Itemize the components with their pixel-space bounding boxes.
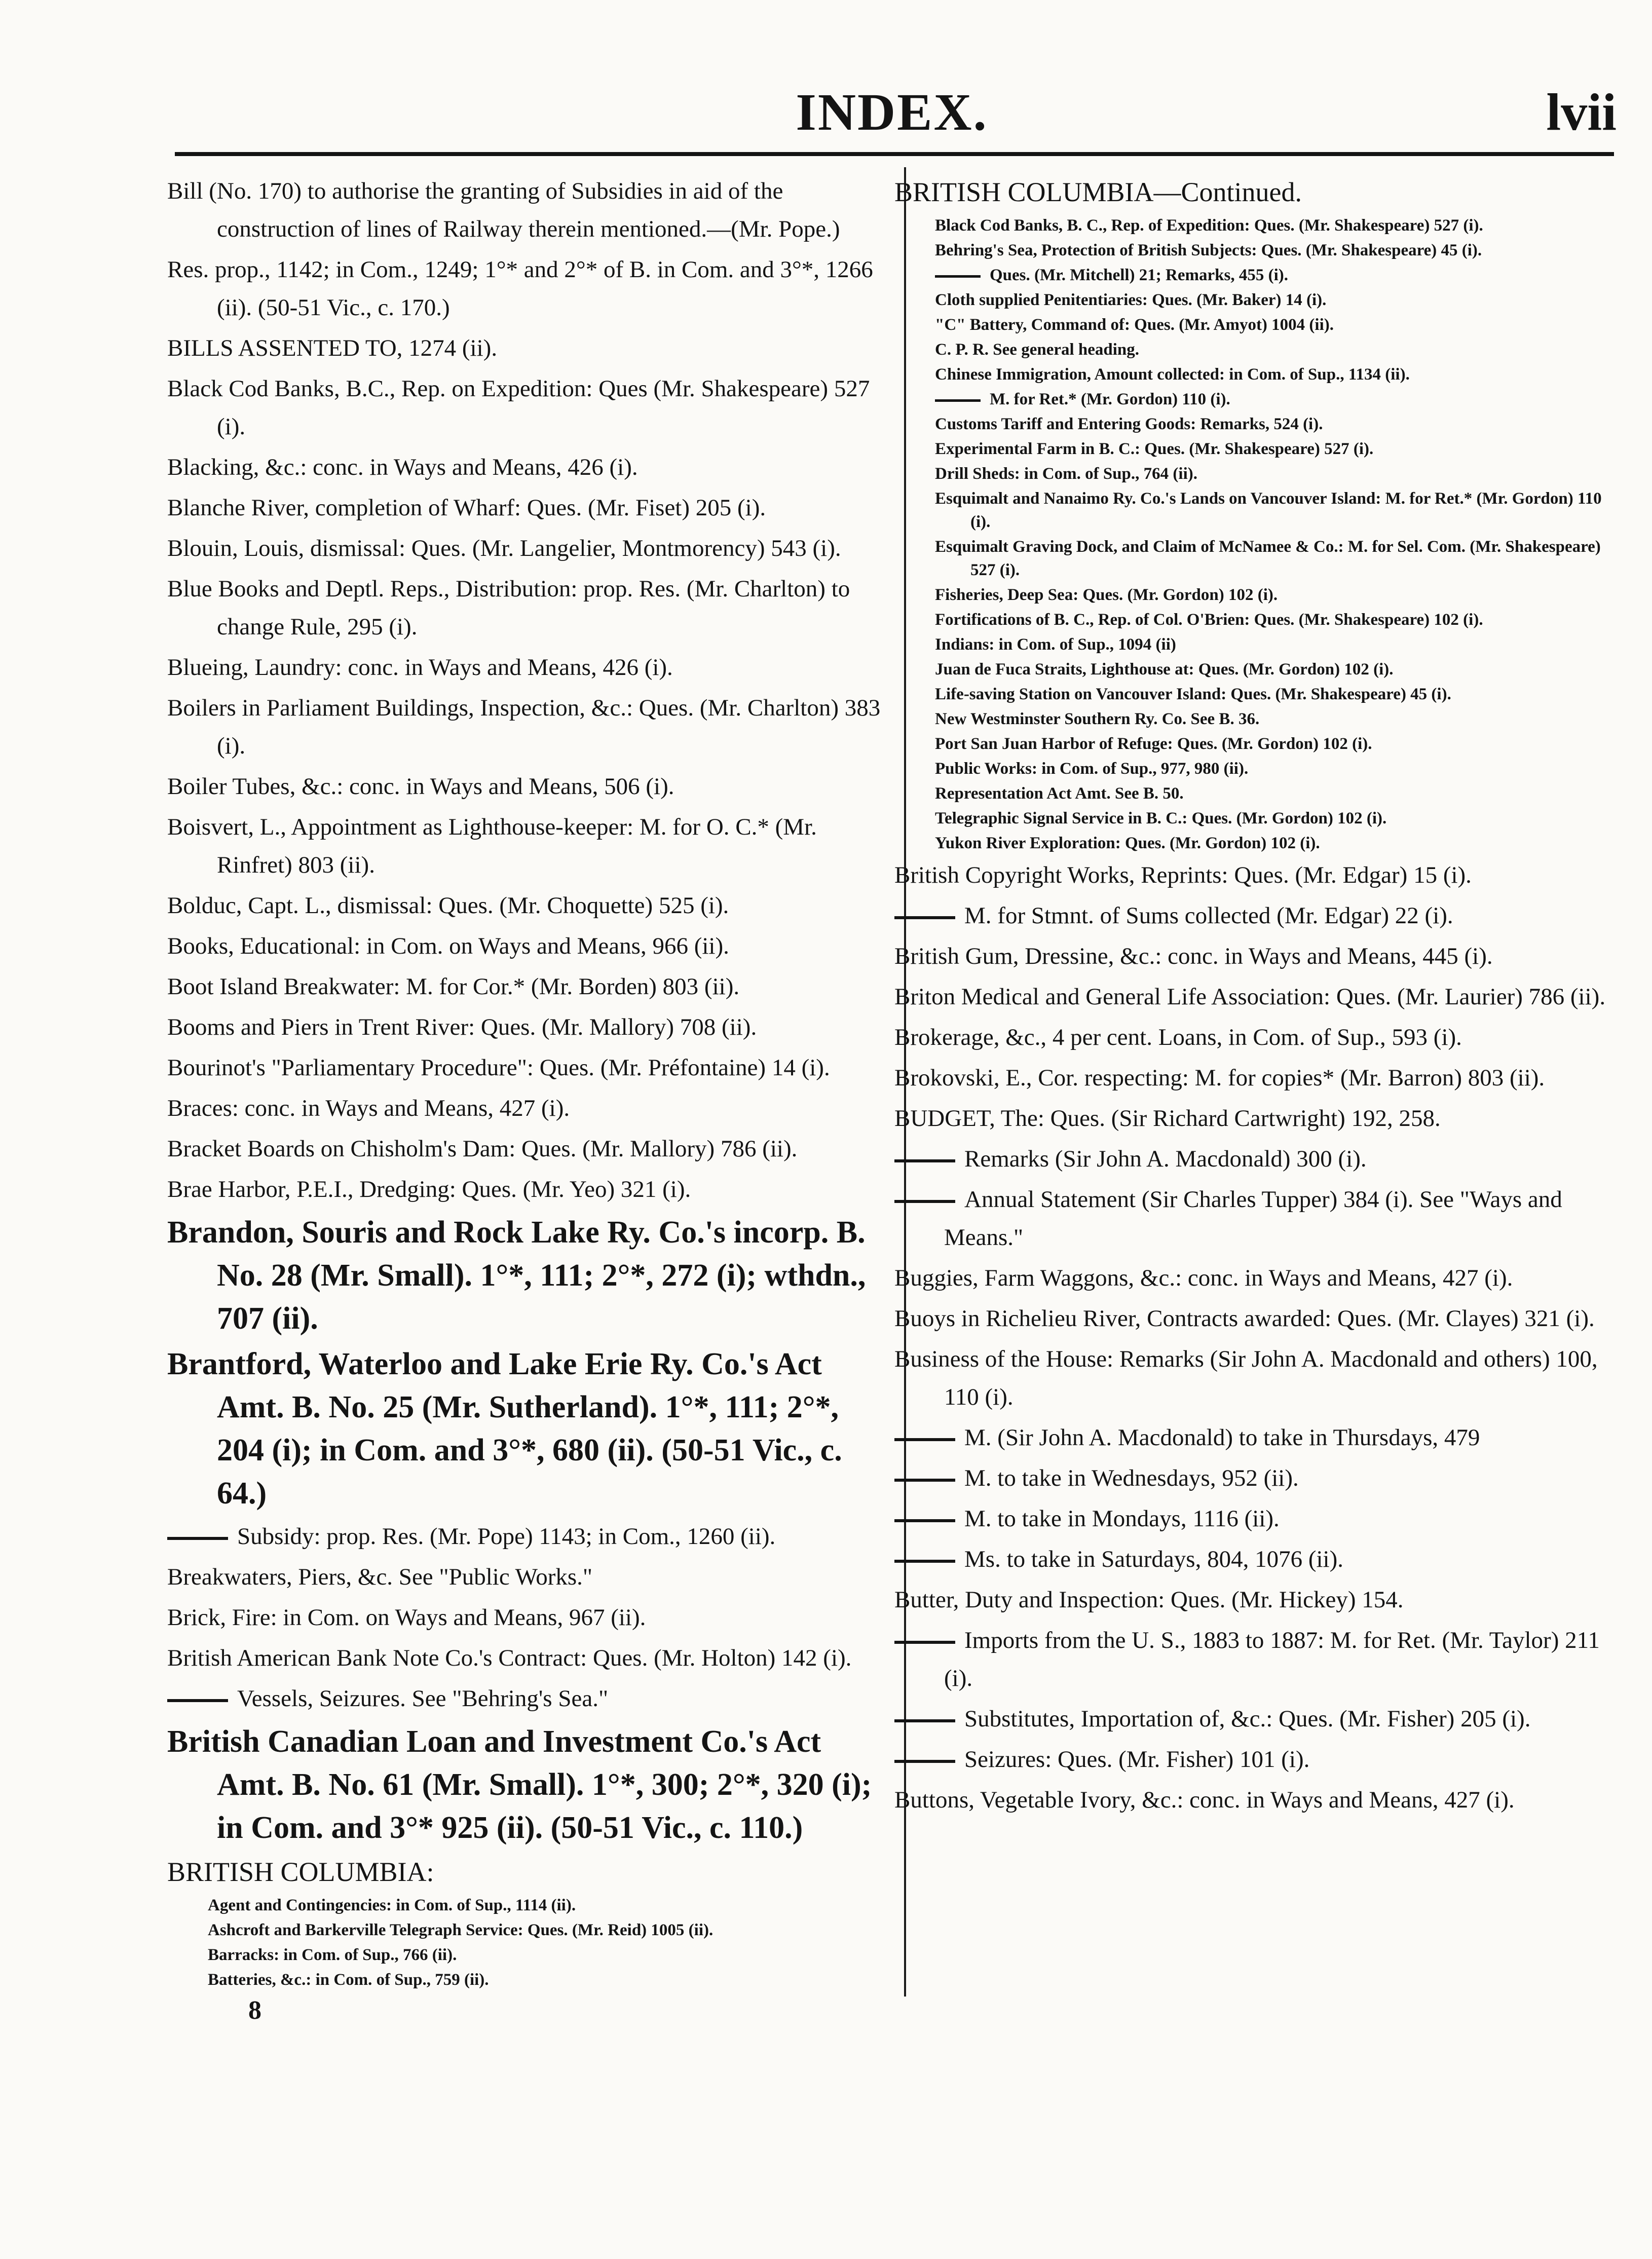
- entry-text: Fisheries, Deep Sea: Ques. (Mr. Gordon) 102 (i).: [935, 586, 1278, 604]
- entry-text: Ms. to take in Saturdays, 804, 1076 (ii).: [964, 1546, 1344, 1572]
- entry-text: Books, Educational: in Com. on Ways and Means, 966 (ii).: [167, 933, 729, 959]
- index-entry: [167, 172, 887, 248]
- index-entry: [167, 329, 887, 367]
- entry-text: M. to take in Wednesdays, 952 (ii).: [964, 1465, 1299, 1491]
- entry-text: Vessels, Seizures. See "Behring's Sea.": [237, 1685, 609, 1712]
- index-entry: [167, 1639, 887, 1677]
- index-entry: [167, 370, 887, 446]
- entry-text: BRITISH COLUMBIA—Continued.: [894, 177, 1302, 207]
- index-entry: [167, 1171, 887, 1209]
- repeat-dash: [935, 399, 981, 402]
- entry-text: Life-saving Station on Vancouver Island: Ques. (Mr. Shakespeare) 45 (i).: [935, 685, 1451, 703]
- entry-text: Black Cod Banks, B.C., Rep. on Expedition: Ques (Mr. Shakespeare) 527 (i).: [167, 375, 870, 440]
- entry-text: Brick, Fire: in Com. on Ways and Means, 967 (ii).: [167, 1604, 646, 1631]
- entry-text: Ques. (Mr. Mitchell) 21; Remarks, 455 (i).: [990, 266, 1288, 284]
- continued-entry: [894, 1700, 1619, 1738]
- index-entry: [167, 968, 887, 1006]
- entry-text: Esquimalt Graving Dock, and Claim of McNamee & Co.: M. for Sel. Com. (Mr. Shakespeare) 527 (i).: [935, 538, 1601, 579]
- sub-entry: [894, 388, 1619, 411]
- entry-text: Buoys in Richelieu River, Contracts awarded: Ques. (Mr. Clayes) 321 (i).: [894, 1305, 1595, 1332]
- index-entry: [167, 927, 887, 965]
- entry-text: Blue Books and Deptl. Reps., Distribution: prop. Res. (Mr. Charlton) to change Rule, 295 (i).: [167, 576, 850, 640]
- entry-text: Brae Harbor, P.E.I., Dredging: Ques. (Mr. Yeo) 321 (i).: [167, 1176, 691, 1202]
- entry-text: Remarks (Sir John A. Macdonald) 300 (i).: [964, 1146, 1367, 1172]
- entry-text: Bourinot's "Parliamentary Procedure": Ques. (Mr. Préfontaine) 14 (i).: [167, 1055, 830, 1081]
- entry-text: Briton Medical and General Life Association: Ques. (Mr. Laurier) 786 (ii).: [894, 984, 1606, 1010]
- repeat-dash: [167, 1699, 228, 1702]
- continued-entry: [894, 1741, 1619, 1779]
- entry-text: Boiler Tubes, &c.: conc. in Ways and Means, 506 (i).: [167, 773, 674, 800]
- page-title: INDEX.: [796, 83, 988, 141]
- continued-entry: [894, 1500, 1619, 1538]
- bill-entry: [167, 1720, 887, 1850]
- entry-text: M. for Ret.* (Mr. Gordon) 110 (i).: [990, 390, 1230, 408]
- entry-text: Bill (No. 170) to authorise the granting of Subsidies in aid of the construction of lines of Railway therein mentioned.—(Mr. Pope.): [167, 178, 840, 242]
- continued-entry: [167, 1680, 887, 1718]
- entry-text: Boilers in Parliament Buildings, Inspection, &c.: Ques. (Mr. Charlton) 383 (i).: [167, 695, 881, 759]
- entry-text: Blanche River, completion of Wharf: Ques. (Mr. Fiset) 205 (i).: [167, 495, 766, 521]
- right-column: [894, 172, 1619, 1822]
- index-entry: [167, 808, 887, 884]
- continued-entry: [167, 1518, 887, 1556]
- sub-entry: [167, 1894, 887, 1917]
- entry-text: C. P. R. See general heading.: [935, 341, 1140, 359]
- index-entry: [894, 1581, 1619, 1619]
- entry-text: Bolduc, Capt. L., dismissal: Ques. (Mr. Choquette) 525 (i).: [167, 892, 729, 919]
- entry-text: Black Cod Banks, B. C., Rep. of Expedition: Ques. (Mr. Shakespeare) 527 (i).: [935, 216, 1483, 235]
- index-entry: [894, 1059, 1619, 1097]
- entry-text: Blacking, &c.: conc. in Ways and Means, 426 (i).: [167, 454, 638, 480]
- entry-text: Subsidy: prop. Res. (Mr. Pope) 1143; in Com., 1260 (ii).: [237, 1523, 776, 1550]
- entry-text: Buttons, Vegetable Ivory, &c.: conc. in Ways and Means, 427 (i).: [894, 1787, 1515, 1813]
- index-entry: [894, 1300, 1619, 1338]
- sub-entry: [894, 683, 1619, 706]
- signature-mark: 8: [248, 1996, 261, 2025]
- sub-entry: [894, 487, 1619, 534]
- sub-entry: [894, 707, 1619, 731]
- header-rule: [175, 152, 1614, 156]
- continued-entry: [894, 1540, 1619, 1578]
- index-entry: [167, 1599, 887, 1637]
- entry-text: Port San Juan Harbor of Refuge: Ques. (Mr. Gordon) 102 (i).: [935, 735, 1372, 753]
- entry-text: Butter, Duty and Inspection: Ques. (Mr. Hickey) 154.: [894, 1587, 1404, 1613]
- entry-text: Blueing, Laundry: conc. in Ways and Means, 426 (i).: [167, 654, 673, 681]
- sub-entry: [894, 412, 1619, 436]
- entry-text: Boisvert, L., Appointment as Lighthouse-keeper: M. for O. C.* (Mr. Rinfret) 803 (ii).: [167, 814, 817, 878]
- entry-text: Yukon River Exploration: Ques. (Mr. Gordon) 102 (i).: [935, 834, 1320, 852]
- sub-entry: [894, 782, 1619, 805]
- repeat-dash: [167, 1537, 228, 1540]
- sub-entry: [894, 807, 1619, 830]
- sub-entry: [894, 832, 1619, 855]
- repeat-dash: [894, 1519, 955, 1522]
- sub-entry: [894, 462, 1619, 485]
- index-entry: [167, 570, 887, 646]
- repeat-dash: [894, 1438, 955, 1441]
- entry-text: Brantford, Waterloo and Lake Erie Ry. Co.'s Act Amt. B. No. 25 (Mr. Sutherland). 1°*, 111; 2°*, 204 (i); in Com. and 3°*, 680 (ii). (50-51 Vic., c. 64.): [167, 1347, 842, 1511]
- index-entry: [167, 689, 887, 765]
- index-entry: [167, 489, 887, 527]
- index-entry: [167, 887, 887, 925]
- sub-entry: [894, 757, 1619, 780]
- entry-text: Seizures: Ques. (Mr. Fisher) 101 (i).: [964, 1746, 1310, 1773]
- repeat-dash: [894, 1159, 955, 1162]
- repeat-dash: [894, 1560, 955, 1563]
- entry-text: Batteries, &c.: in Com. of Sup., 759 (ii).: [208, 1971, 489, 1989]
- running-head: [167, 76, 1617, 147]
- continued-entry: [894, 1181, 1619, 1257]
- entry-text: Brokovski, E., Cor. respecting: M. for copies* (Mr. Barron) 803 (ii).: [894, 1065, 1545, 1091]
- repeat-dash: [935, 275, 981, 278]
- entry-text: BILLS ASSENTED TO, 1274 (ii).: [167, 335, 498, 361]
- entry-text: Brokerage, &c., 4 per cent. Loans, in Com. of Sup., 593 (i).: [894, 1024, 1462, 1050]
- entry-text: "C" Battery, Command of: Ques. (Mr. Amyot) 1004 (ii).: [935, 316, 1334, 334]
- index-entry: [167, 1130, 887, 1168]
- repeat-dash: [894, 1200, 955, 1203]
- entry-text: British Copyright Works, Reprints: Ques. (Mr. Edgar) 15 (i).: [894, 862, 1472, 888]
- entry-text: BRITISH COLUMBIA:: [167, 1857, 434, 1887]
- entry-text: British Gum, Dressine, &c.: conc. in Ways and Means, 445 (i).: [894, 943, 1493, 969]
- entry-text: Customs Tariff and Entering Goods: Remarks, 524 (i).: [935, 415, 1323, 433]
- sub-entry: [894, 338, 1619, 361]
- entry-text: M. to take in Mondays, 1116 (ii).: [964, 1505, 1280, 1532]
- section-heading: [894, 172, 1619, 212]
- entry-text: Imports from the U. S., 1883 to 1887: M. for Ret. (Mr. Taylor) 211 (i).: [944, 1627, 1600, 1691]
- entry-text: Buggies, Farm Waggons, &c.: conc. in Ways and Means, 427 (i).: [894, 1265, 1513, 1291]
- entry-text: Behring's Sea, Protection of British Subjects: Ques. (Mr. Shakespeare) 45 (i).: [935, 241, 1482, 259]
- sub-entry: [894, 313, 1619, 336]
- entry-text: Boot Island Breakwater: M. for Cor.* (Mr. Borden) 803 (ii).: [167, 973, 740, 1000]
- entry-text: Drill Sheds: in Com. of Sup., 764 (ii).: [935, 465, 1197, 483]
- entry-text: Bracket Boards on Chisholm's Dam: Ques. (Mr. Mallory) 786 (ii).: [167, 1136, 798, 1162]
- entry-text: Annual Statement (Sir Charles Tupper) 384 (i). See "Ways and Means.": [944, 1186, 1562, 1251]
- sub-entry: [894, 658, 1619, 681]
- repeat-dash: [894, 1719, 955, 1722]
- entry-text: British American Bank Note Co.'s Contract: Ques. (Mr. Holton) 142 (i).: [167, 1645, 852, 1671]
- continued-entry: [894, 897, 1619, 935]
- index-entry: [167, 251, 887, 327]
- entry-text: Breakwaters, Piers, &c. See "Public Works.": [167, 1564, 593, 1590]
- index-entry: [167, 768, 887, 806]
- entry-text: Res. prop., 1142; in Com., 1249; 1°* and 2°* of B. in Com. and 3°*, 1266 (ii). (50-51 Vic., c. 170.): [167, 256, 873, 321]
- sub-entry: [894, 608, 1619, 631]
- sub-entry: [894, 583, 1619, 607]
- sub-entry: [167, 1968, 887, 1991]
- index-entry: [894, 1781, 1619, 1819]
- sub-entry: [894, 239, 1619, 262]
- bill-entry: [167, 1211, 887, 1340]
- sub-entry: [894, 214, 1619, 237]
- sub-entry: [894, 288, 1619, 312]
- index-entry: [894, 978, 1619, 1016]
- sub-entry: [894, 732, 1619, 756]
- entry-text: Public Works: in Com. of Sup., 977, 980 (ii).: [935, 760, 1249, 778]
- index-entry: [167, 1089, 887, 1127]
- index-entry: [167, 1558, 887, 1596]
- entry-text: Juan de Fuca Straits, Lighthouse at: Ques. (Mr. Gordon) 102 (i).: [935, 660, 1394, 679]
- sub-entry: [894, 363, 1619, 386]
- bill-entry: [167, 1343, 887, 1515]
- index-entry: [167, 649, 887, 687]
- repeat-dash: [894, 916, 955, 919]
- continued-entry: [894, 1419, 1619, 1457]
- repeat-dash: [894, 1479, 955, 1482]
- sub-entry: [894, 263, 1619, 287]
- entry-text: Brandon, Souris and Rock Lake Ry. Co.'s incorp. B. No. 28 (Mr. Small). 1°*, 111; 2°*, 272 (i); wthdn., 707 (ii).: [167, 1215, 866, 1336]
- entry-text: Substitutes, Importation of, &c.: Ques. (Mr. Fisher) 205 (i).: [964, 1706, 1531, 1732]
- index-entry: [167, 448, 887, 486]
- entry-text: Ashcroft and Barkerville Telegraph Service: Ques. (Mr. Reid) 1005 (ii).: [208, 1921, 714, 1939]
- entry-text: M. for Stmnt. of Sums collected (Mr. Edgar) 22 (i).: [964, 902, 1453, 929]
- sub-entry: [894, 633, 1619, 656]
- entry-text: Chinese Immigration, Amount collected: in Com. of Sup., 1134 (ii).: [935, 365, 1410, 384]
- index-entry: [894, 1019, 1619, 1057]
- index-entry: [167, 1049, 887, 1087]
- entry-text: Booms and Piers in Trent River: Ques. (Mr. Mallory) 708 (ii).: [167, 1014, 757, 1040]
- index-entry: [894, 1100, 1619, 1138]
- entry-text: Braces: conc. in Ways and Means, 427 (i).: [167, 1095, 570, 1121]
- entry-text: Barracks: in Com. of Sup., 766 (ii).: [208, 1946, 457, 1964]
- index-entry: [167, 1008, 887, 1046]
- entry-text: Agent and Contingencies: in Com. of Sup., 1114 (ii).: [208, 1896, 576, 1914]
- continued-entry: [894, 1140, 1619, 1178]
- page-number: lvii: [1546, 83, 1617, 141]
- entry-text: Esquimalt and Nanaimo Ry. Co.'s Lands on Vancouver Island: M. for Ret.* (Mr. Gordon) 110 (i).: [935, 490, 1602, 531]
- entry-text: BUDGET, The: Ques. (Sir Richard Cartwright) 192, 258.: [894, 1105, 1441, 1132]
- index-entry: [894, 1340, 1619, 1416]
- index-entry: [894, 937, 1619, 975]
- left-column: [167, 172, 887, 2025]
- entry-text: Cloth supplied Penitentiaries: Ques. (Mr. Baker) 14 (i).: [935, 291, 1327, 309]
- index-entry: [894, 856, 1619, 894]
- repeat-dash: [894, 1760, 955, 1763]
- entry-text: New Westminster Southern Ry. Co. See B. 36.: [935, 710, 1260, 728]
- entry-text: Fortifications of B. C., Rep. of Col. O'Brien: Ques. (Mr. Shakespeare) 102 (i).: [935, 611, 1483, 629]
- entry-text: Representation Act Amt. See B. 50.: [935, 784, 1184, 803]
- entry-text: M. (Sir John A. Macdonald) to take in Thursdays, 479: [964, 1424, 1480, 1451]
- entry-text: Blouin, Louis, dismissal: Ques. (Mr. Langelier, Montmorency) 543 (i).: [167, 535, 841, 561]
- sub-entry: [894, 535, 1619, 582]
- section-heading: [167, 1852, 887, 1892]
- continued-entry: [894, 1459, 1619, 1497]
- sub-entry: [167, 1943, 887, 1967]
- entry-text: British Canadian Loan and Investment Co.'s Act Amt. B. No. 61 (Mr. Small). 1°*, 300; 2°*, 320 (i); in Com. and 3°* 925 (ii). (50-51 Vic., c. 110.): [167, 1724, 872, 1845]
- entry-text: Indians: in Com. of Sup., 1094 (ii): [935, 635, 1176, 654]
- sub-entry: [894, 437, 1619, 461]
- entry-text: Business of the House: Remarks (Sir John A. Macdonald and others) 100, 110 (i).: [894, 1346, 1598, 1410]
- index-entry: [167, 530, 887, 568]
- sub-entry: [167, 1918, 887, 1942]
- index-entry: [894, 1259, 1619, 1297]
- entry-text: Experimental Farm in B. C.: Ques. (Mr. Shakespeare) 527 (i).: [935, 440, 1374, 458]
- continued-entry: [894, 1622, 1619, 1698]
- repeat-dash: [894, 1641, 955, 1644]
- entry-text: Telegraphic Signal Service in B. C.: Ques. (Mr. Gordon) 102 (i).: [935, 809, 1387, 827]
